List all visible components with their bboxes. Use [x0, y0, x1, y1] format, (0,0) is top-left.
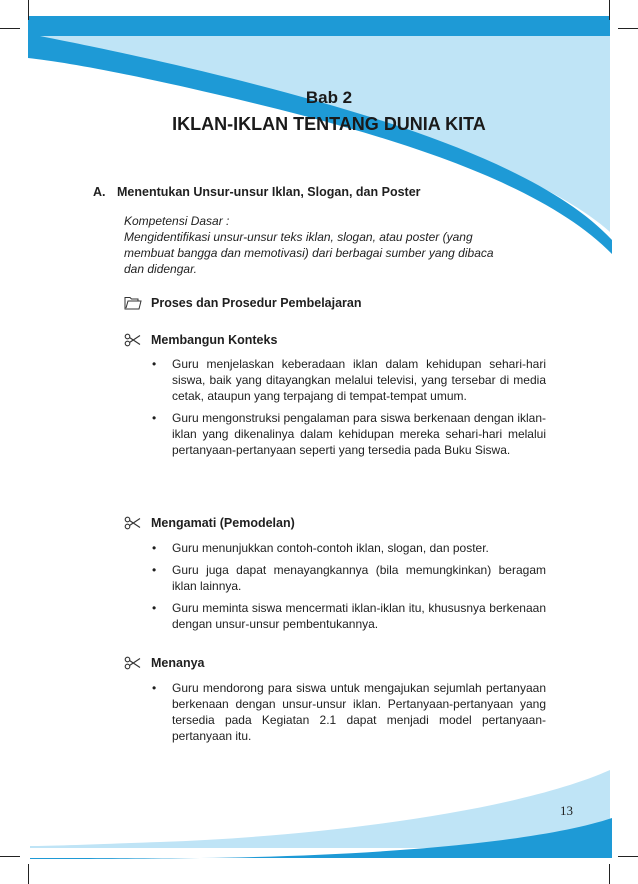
chapter-title: IKLAN-IKLAN TENTANG DUNIA KITA: [172, 114, 486, 134]
section-a-heading: [93, 185, 421, 199]
list-item-text: Guru menjelaskan keberadaan iklan dalam kehidupan sehari-hari siswa, baik yang ditayangkan melalui televisi, yang tersebar di media cetak, ataupun yang terpajang di tempat-tempat umum.: [172, 357, 546, 403]
chapter-number: Bab 2: [305, 88, 353, 107]
mengamati-heading: [124, 516, 295, 530]
menanya-list: [150, 680, 546, 750]
list-item-text: Guru mendorong para siswa untuk mengajukan sejumlah pertanyaan berkenaan dengan unsur-unsur iklan. Pertanyaan-pertanyaan yang tersedia pada Kegiatan 2.1 dapat menjadi model pertanyaan-pertanyaan itu.: [172, 681, 546, 743]
list-item-text: Guru mengonstruksi pengalaman para siswa berkenaan dengan iklan-iklan yang dikenalinya dalam kehidupan mereka sehari-hari melalui pertanyaan-pertanyaan seperti yang tersedia pada Buku Siswa.: [172, 411, 546, 457]
kompetensi-line: membuat bangga dan memotivasi) dari berbagai sumber yang dibaca: [124, 246, 494, 260]
proses-title: Proses dan Prosedur Pembelajaran: [151, 296, 362, 310]
bullet: •: [152, 411, 157, 425]
membangun-heading: [124, 333, 277, 347]
menanya-title: Menanya: [151, 656, 205, 670]
bullet: •: [152, 541, 157, 555]
list-item: [150, 680, 546, 744]
crop-mark: [28, 864, 29, 884]
bullet: •: [152, 681, 157, 695]
list-item-text: Guru menunjukkan contoh-contoh iklan, slogan, dan poster.: [172, 541, 489, 555]
kompetensi-heading: Kompetensi Dasar :: [124, 214, 230, 228]
scissors-icon: [124, 516, 142, 530]
list-item-text: Guru juga dapat menayangkannya (bila memungkinkan) beragam iklan lainnya.: [172, 563, 546, 593]
crop-mark: [28, 0, 29, 20]
page-number: 13: [560, 803, 573, 818]
list-item: [150, 562, 546, 594]
scissors-icon: [124, 656, 142, 670]
kompetensi-line: Mengidentifikasi unsur-unsur teks iklan, slogan, atau poster (yang: [124, 230, 473, 244]
mengamati-title: Mengamati (Pemodelan): [151, 516, 295, 530]
membangun-title: Membangun Konteks: [151, 333, 278, 347]
crop-mark: [609, 0, 610, 20]
list-item: [150, 600, 546, 632]
list-item: [150, 356, 546, 404]
crop-mark: [0, 856, 20, 857]
list-item-text: Guru meminta siswa mencermati iklan-iklan itu, khususnya berkenaan dengan unsur-unsur pembentukannya.: [172, 601, 546, 631]
menanya-heading: [124, 656, 205, 670]
bottom-wave-light: [30, 770, 610, 848]
section-title: Menentukan Unsur-unsur Iklan, Slogan, dan Poster: [117, 185, 421, 199]
list-item: [150, 410, 546, 458]
crop-mark: [609, 864, 610, 884]
crop-mark: [0, 28, 20, 29]
bullet: •: [152, 357, 157, 371]
folder-icon: [124, 296, 142, 310]
proses-heading: [124, 296, 362, 310]
kompetensi-dasar: [124, 213, 524, 277]
section-label: A.: [93, 185, 106, 199]
scissors-icon: [124, 333, 142, 347]
mengamati-list: [150, 540, 546, 638]
bullet: •: [152, 563, 157, 577]
bullet: •: [152, 601, 157, 615]
crop-mark: [618, 28, 638, 29]
crop-mark: [618, 856, 638, 857]
membangun-list: [150, 356, 546, 464]
kompetensi-line: dan didengar.: [124, 262, 197, 276]
list-item: [150, 540, 546, 556]
